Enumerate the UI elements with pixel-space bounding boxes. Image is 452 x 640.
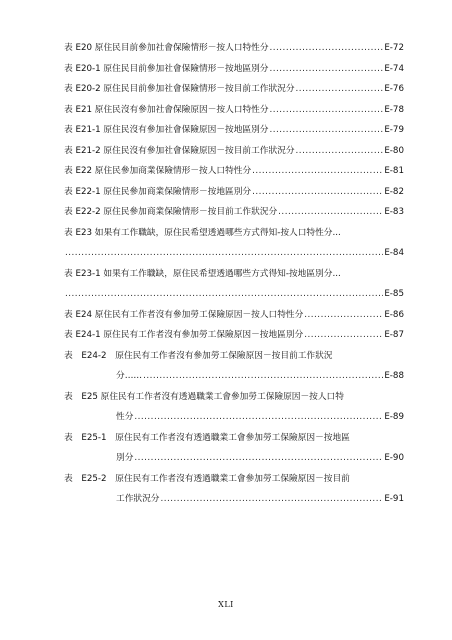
toc-entry-page: E-87 — [384, 330, 404, 340]
toc-entry[interactable] — [64, 264, 404, 305]
leader-dots — [160, 489, 383, 510]
toc-entry-label: 表 E25-2 原住民有工作者沒有透過職業工會參加勞工保險原因－按目前 — [64, 473, 350, 484]
leader-dots — [278, 202, 383, 223]
toc-entry-label: 表 E24 原住民有工作者沒有參加勞工保險原因－按人口特性分 — [64, 309, 304, 320]
toc-entry-trail: ... — [332, 268, 341, 279]
table-of-contents — [64, 38, 404, 510]
toc-entry[interactable] — [64, 182, 404, 203]
toc-entry[interactable] — [64, 100, 404, 121]
toc-entry-continuation: 別分 — [116, 453, 134, 463]
toc-entry-label: 表 E22 原住民參加商業保險情形－按人口特性分 — [64, 166, 252, 176]
leader-dots — [252, 182, 383, 203]
leader-dots — [296, 79, 384, 100]
toc-entry-label: 表 E20-1 原住民目前參加社會保險情形－按地區別分 — [64, 63, 269, 74]
toc-entry-page: E-85 — [384, 289, 404, 299]
toc-entry-continuation: 性分 — [116, 412, 134, 422]
leader-dots — [304, 305, 383, 326]
toc-entry-label: 表 E20-2 原住民目前參加社會保險情形－按目前工作狀況分 — [64, 84, 295, 94]
toc-entry-page: E-84 — [384, 248, 404, 258]
leader-dots — [270, 38, 384, 59]
toc-entry-page: E-80 — [384, 145, 404, 156]
leader-dots — [304, 325, 383, 346]
toc-entry[interactable] — [64, 59, 404, 80]
toc-entry[interactable] — [64, 141, 404, 162]
toc-entry-label: 表 E21-2 原住民沒有參加社會保險原因－按目前工作狀況分 — [64, 145, 295, 156]
leader-dots — [143, 366, 383, 387]
toc-entry-page: E-78 — [384, 104, 404, 115]
leader-dots — [65, 243, 383, 264]
toc-entry-label: 表 E23 如果有工作職缺，原住民希望透過哪些方式得知-按人口特性分 — [64, 227, 333, 238]
toc-entry-page: E-82 — [384, 186, 404, 197]
toc-entry[interactable] — [64, 387, 404, 428]
toc-entry-page: E-88 — [384, 371, 404, 381]
toc-entry-page: E-79 — [384, 125, 404, 135]
toc-entry-trail: ... — [332, 227, 341, 238]
toc-entry[interactable] — [64, 161, 404, 182]
toc-entry[interactable] — [64, 428, 404, 469]
toc-entry-label: 表 E22-1 原住民參加商業保險情形－按地區別分 — [64, 186, 252, 197]
toc-entry-label: 表 E25-1 原住民有工作者沒有透過職業工會參加勞工保險原因－按地區 — [64, 432, 350, 443]
toc-entry-page: E-74 — [384, 63, 404, 74]
toc-entry-label: 表 E21-1 原住民沒有參加社會保險原因－按地區別分 — [64, 125, 269, 135]
toc-entry[interactable] — [64, 202, 404, 223]
toc-entry-label: 表 E23-1 如果有工作職缺，原住民希望透過哪些方式得知-按地區別分 — [64, 268, 333, 279]
toc-entry[interactable] — [64, 223, 404, 264]
toc-entry-label: 表 E25 原住民有工作者沒有透過職業工會參加勞工保險原因－按人口特 — [64, 391, 344, 402]
toc-entry-label: 表 E24-1 原住民有工作者沒有參加勞工保險原因－按地區別分 — [64, 330, 304, 340]
toc-entry-page: E-81 — [384, 166, 404, 176]
toc-entry-label: 表 E21 原住民沒有參加社會保險原因－按人口特性分 — [64, 104, 269, 115]
toc-entry-label: 表 E24-2 原住民有工作者沒有參加勞工保險原因－按目前工作狀況 — [64, 350, 333, 361]
toc-entry[interactable] — [64, 38, 404, 59]
toc-entry-page: E-83 — [384, 207, 404, 217]
leader-dots — [65, 284, 383, 305]
leader-dots — [269, 120, 383, 141]
leader-dots — [269, 59, 383, 80]
toc-entry-page: E-76 — [384, 84, 404, 94]
toc-entry[interactable] — [64, 79, 404, 100]
toc-entry-continuation: 分…… — [116, 371, 143, 381]
leader-dots — [134, 407, 383, 428]
leader-dots — [134, 448, 383, 469]
page-number: XLI — [218, 600, 234, 609]
toc-entry-continuation: 工作狀況分 — [116, 494, 160, 504]
toc-entry[interactable] — [64, 469, 404, 510]
leader-dots — [296, 141, 384, 162]
toc-entry-page: E-90 — [384, 453, 404, 463]
toc-entry-page: E-72 — [384, 43, 404, 53]
toc-entry[interactable] — [64, 346, 404, 387]
toc-entry-page: E-89 — [384, 412, 404, 422]
leader-dots — [270, 100, 384, 121]
toc-entry[interactable] — [64, 120, 404, 141]
toc-entry-label: 表 E20 原住民目前參加社會保險情形－按人口特性分 — [64, 43, 269, 53]
toc-entry[interactable] — [64, 305, 404, 326]
toc-entry-label: 表 E22-2 原住民參加商業保險情形－按目前工作狀況分 — [64, 207, 278, 217]
toc-entry[interactable] — [64, 325, 404, 346]
toc-entry-page: E-86 — [384, 309, 404, 320]
toc-entry-page: E-91 — [384, 494, 404, 504]
leader-dots — [252, 161, 383, 182]
